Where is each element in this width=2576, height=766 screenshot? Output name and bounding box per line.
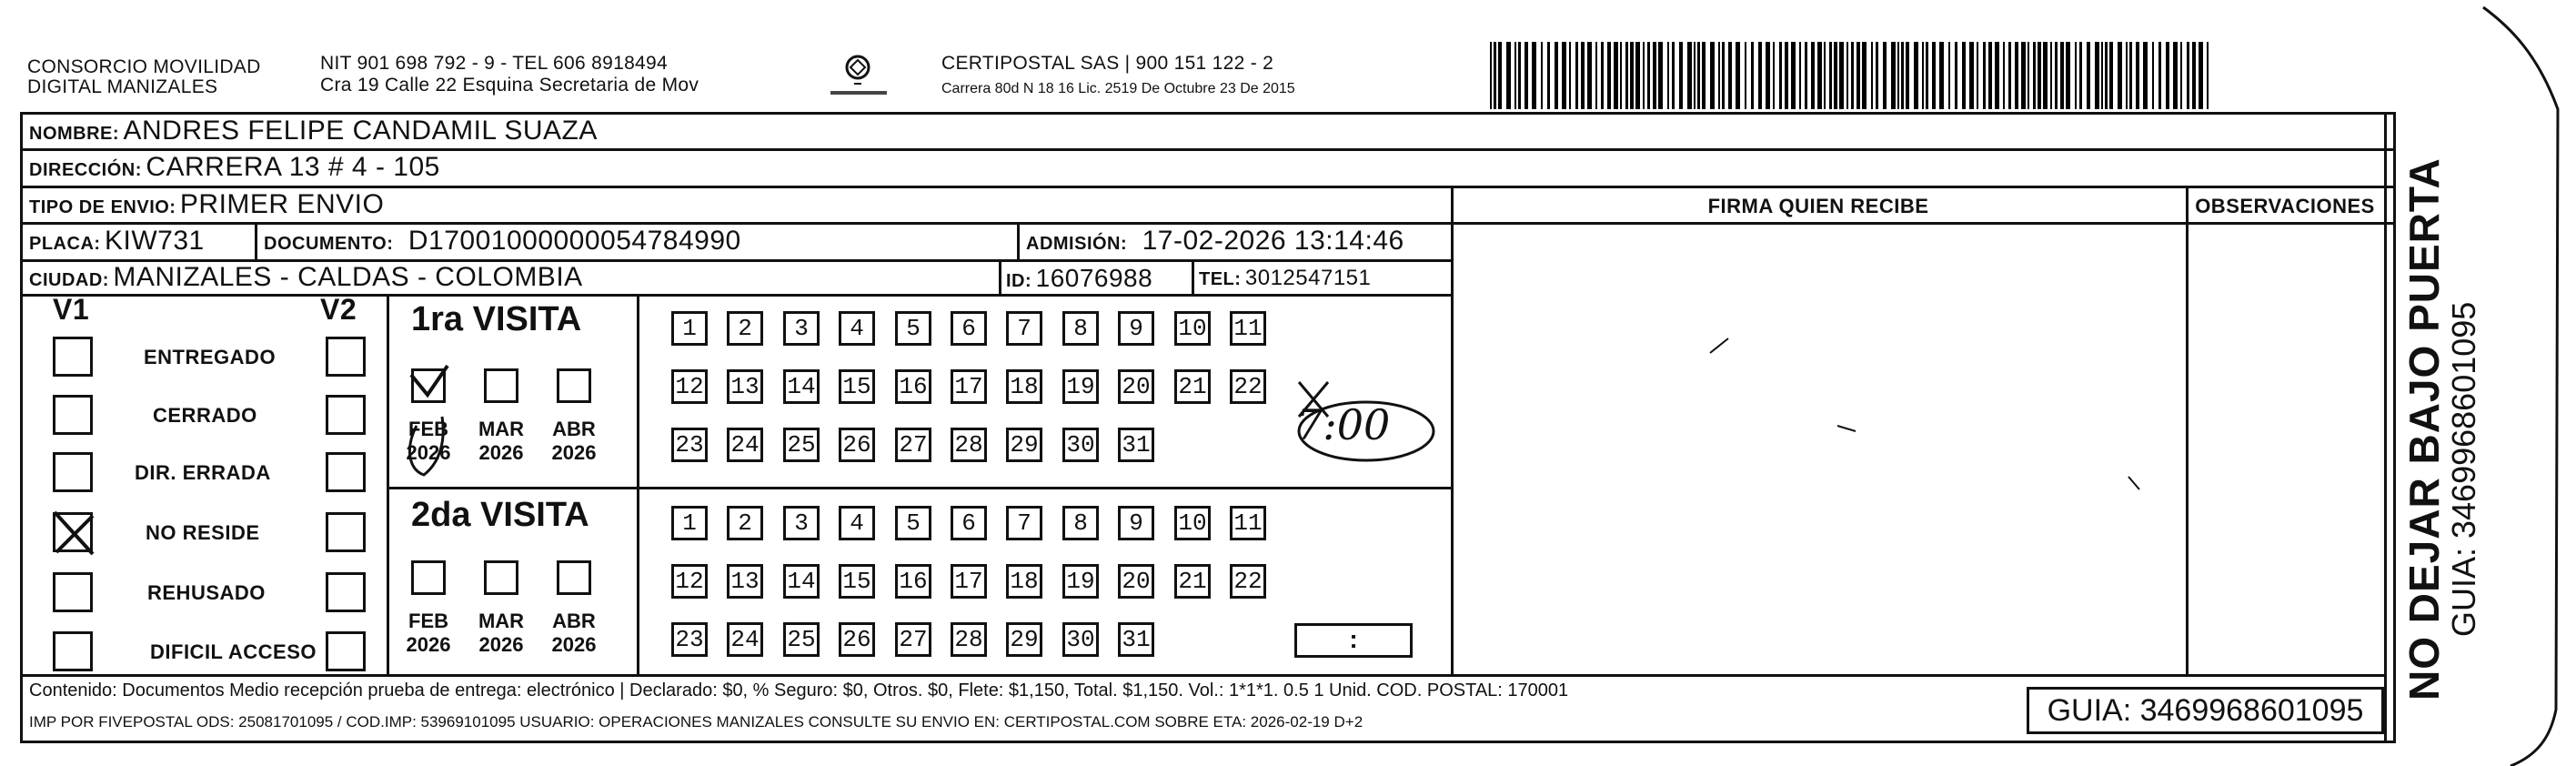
barcode-bar bbox=[1601, 42, 1604, 109]
barcode-bar bbox=[2136, 42, 2139, 109]
barcode-bar bbox=[1718, 42, 1720, 109]
side-guide: GUIA: 3469968601095 bbox=[2445, 301, 2482, 637]
barcode-bar bbox=[1955, 42, 1957, 109]
barcode-bar bbox=[2066, 42, 2070, 109]
visit1-month-name: MAR bbox=[478, 418, 525, 440]
visit2-day-box[interactable]: 13 bbox=[727, 564, 763, 599]
visit2-month-label bbox=[401, 610, 456, 657]
barcode-bar bbox=[1785, 42, 1788, 109]
barcode-bar bbox=[1728, 42, 1732, 109]
visit1-day-box[interactable]: 18 bbox=[1006, 369, 1042, 404]
visit2-day-box[interactable]: 10 bbox=[1174, 506, 1211, 540]
barcode-bar bbox=[2003, 42, 2005, 109]
visit2-month-year: 2026 bbox=[478, 633, 524, 656]
company-nit: NIT 901 698 792 - 9 - TEL 606 8918494 bbox=[320, 53, 668, 74]
barcode-bar bbox=[2008, 42, 2011, 109]
visit2-time-box[interactable]: : bbox=[1294, 623, 1413, 658]
visit1-day-box[interactable]: 20 bbox=[1118, 369, 1154, 404]
visit1-day-box[interactable]: 15 bbox=[839, 369, 875, 404]
visit2-day-box[interactable]: 2 bbox=[727, 506, 763, 540]
id-label: ID: bbox=[1006, 271, 1032, 291]
visit2-day-box[interactable]: 24 bbox=[727, 622, 763, 657]
visit1-day-box[interactable]: 23 bbox=[671, 428, 708, 462]
barcode-bar bbox=[1871, 42, 1873, 109]
barcode-bar bbox=[1514, 42, 1516, 109]
v1-checkbox[interactable] bbox=[53, 395, 93, 435]
barcode-bar bbox=[1575, 42, 1578, 109]
barcode-bar bbox=[1647, 42, 1650, 109]
barcode-bar bbox=[1883, 42, 1887, 109]
plate-value: KIW731 bbox=[105, 226, 205, 256]
address-value: CARRERA 13 # 4 - 105 bbox=[146, 152, 440, 182]
visit2-day-box[interactable]: 29 bbox=[1006, 622, 1042, 657]
barcode-bar bbox=[1607, 42, 1611, 109]
visit2-day-box[interactable]: 30 bbox=[1062, 622, 1099, 657]
visit1-month-year: 2026 bbox=[406, 441, 451, 464]
visit1-day-box[interactable]: 11 bbox=[1230, 311, 1266, 346]
visit1-day-box[interactable]: 3 bbox=[783, 311, 820, 346]
barcode-bar bbox=[2033, 42, 2036, 109]
v1-checkbox[interactable] bbox=[53, 337, 93, 377]
barcode-bar bbox=[1839, 42, 1844, 109]
visit2-month-checkbox[interactable] bbox=[411, 560, 446, 595]
barcode-bar bbox=[2038, 42, 2041, 109]
visit1-day-box[interactable]: 28 bbox=[951, 428, 987, 462]
observations-header: OBSERVACIONES bbox=[2195, 195, 2375, 217]
barcode-bar bbox=[1569, 42, 1571, 109]
address-field bbox=[29, 152, 440, 183]
barcode-bar bbox=[1906, 42, 1909, 109]
company-name-line2: DIGITAL MANIZALES bbox=[27, 76, 218, 97]
city-label: CIUDAD: bbox=[29, 270, 109, 290]
visit2-month-year: 2026 bbox=[406, 633, 451, 656]
visit2-day-box[interactable]: 23 bbox=[671, 622, 708, 657]
barcode-bar bbox=[1824, 42, 1826, 109]
barcode-bar bbox=[1643, 42, 1645, 109]
barcode-bar bbox=[1697, 42, 1700, 109]
id-value: 16076988 bbox=[1035, 264, 1153, 292]
barcode-bar bbox=[1722, 42, 1725, 109]
barcode-bar bbox=[1679, 42, 1683, 109]
v2-checkbox[interactable] bbox=[326, 572, 366, 612]
visit2-month-name: MAR bbox=[478, 610, 525, 632]
barcode-bar bbox=[1857, 42, 1860, 109]
barcode-bar bbox=[1926, 42, 1928, 109]
visit2-month-checkbox[interactable] bbox=[484, 560, 518, 595]
visit1-month-name: FEB bbox=[408, 418, 448, 440]
visit2-month-name: ABR bbox=[552, 610, 596, 632]
visit1-day-box[interactable]: 27 bbox=[895, 428, 931, 462]
visit1-day-box[interactable]: 2 bbox=[727, 311, 763, 346]
barcode-bar bbox=[2050, 42, 2052, 109]
barcode-bar bbox=[1625, 42, 1628, 109]
visit2-day-box[interactable]: 11 bbox=[1230, 506, 1266, 540]
side-warning: NO DEJAR BAJO PUERTA bbox=[2400, 157, 2448, 700]
name-value: ANDRES FELIPE CANDAMIL SUAZA bbox=[123, 116, 598, 146]
barcode-bar bbox=[1805, 42, 1807, 109]
v2-label: V2 bbox=[320, 293, 357, 326]
plate-field bbox=[29, 226, 205, 257]
visit1-day-box[interactable]: 31 bbox=[1118, 428, 1154, 462]
barcode-bar bbox=[2043, 42, 2048, 109]
courier-address: Carrera 80d N 18 16 Lic. 2519 De Octubre 23 De 2015 bbox=[941, 81, 1295, 96]
visit1-day-box[interactable]: 30 bbox=[1062, 428, 1099, 462]
barcode-bar bbox=[1834, 42, 1837, 109]
barcode-bar bbox=[1581, 42, 1585, 109]
barcode-bar bbox=[1948, 42, 1950, 109]
barcode-bar bbox=[1811, 42, 1815, 109]
visit2-month-name: FEB bbox=[408, 610, 448, 632]
barcode-bar bbox=[2055, 42, 2058, 109]
visit2-day-box[interactable]: 19 bbox=[1062, 564, 1099, 599]
barcode-bar bbox=[2158, 42, 2161, 109]
plate-label: PLACA: bbox=[29, 234, 101, 254]
shipment-type-field bbox=[29, 189, 384, 220]
visit2-day-box[interactable]: 31 bbox=[1118, 622, 1154, 657]
visit1-day-box[interactable]: 24 bbox=[727, 428, 763, 462]
visit2-title: 2da VISITA bbox=[411, 496, 589, 534]
barcode-bar bbox=[1614, 42, 1618, 109]
city-value: MANIZALES - CALDAS - COLOMBIA bbox=[113, 262, 583, 292]
shipment-type-value: PRIMER ENVIO bbox=[179, 189, 385, 219]
barcode-bar bbox=[2060, 42, 2064, 109]
barcode-bar bbox=[1595, 42, 1597, 109]
visit1-month-label bbox=[547, 418, 601, 465]
barcode-bar bbox=[2180, 42, 2182, 109]
visit1-day-box[interactable]: 6 bbox=[951, 311, 987, 346]
barcode-bar bbox=[1587, 42, 1592, 109]
barcode-bar bbox=[1745, 42, 1746, 109]
status-option-label: ENTREGADO bbox=[144, 346, 277, 368]
v2-checkbox[interactable] bbox=[326, 337, 366, 377]
status-option-label: DIFICIL ACCESO bbox=[150, 640, 317, 663]
visit1-day-box[interactable]: 29 bbox=[1006, 428, 1042, 462]
id-field bbox=[1006, 264, 1152, 293]
barcode-bar bbox=[1524, 42, 1528, 109]
barcode-bar bbox=[1983, 42, 1986, 109]
visit2-day-box[interactable]: 7 bbox=[1006, 506, 1042, 540]
barcode-bar bbox=[1766, 42, 1770, 109]
barcode-bar bbox=[1922, 42, 1924, 109]
barcode bbox=[1490, 42, 2218, 109]
status-option-label: CERRADO bbox=[153, 404, 257, 427]
visit2-day-box[interactable]: 15 bbox=[839, 564, 875, 599]
barcode-bar bbox=[1791, 42, 1796, 109]
barcode-bar bbox=[1667, 42, 1669, 109]
visit2-day-box[interactable]: 1 bbox=[671, 506, 708, 540]
visit2-day-box[interactable]: 20 bbox=[1118, 564, 1154, 599]
visit2-day-box[interactable]: 6 bbox=[951, 506, 987, 540]
barcode-bar bbox=[2187, 42, 2189, 109]
barcode-bar bbox=[1555, 42, 1558, 109]
visit2-day-box[interactable]: 16 bbox=[895, 564, 931, 599]
barcode-bar bbox=[2173, 42, 2178, 109]
visit1-day-box[interactable]: 8 bbox=[1062, 311, 1099, 346]
visit1-month-year: 2026 bbox=[478, 441, 524, 464]
visit2-day-box[interactable]: 8 bbox=[1062, 506, 1099, 540]
barcode-bar bbox=[1876, 42, 1878, 109]
barcode-bar bbox=[1658, 42, 1663, 109]
barcode-bar bbox=[1901, 42, 1904, 109]
v2-checkbox[interactable] bbox=[326, 395, 366, 435]
admission-field bbox=[1026, 226, 1404, 257]
v1-checkbox[interactable] bbox=[53, 631, 93, 671]
visit1-day-box[interactable]: 5 bbox=[895, 311, 931, 346]
barcode-bar bbox=[1687, 42, 1692, 109]
v1-checkbox[interactable] bbox=[53, 452, 93, 492]
barcode-bar bbox=[1630, 42, 1634, 109]
visit1-month-year: 2026 bbox=[551, 441, 597, 464]
visit1-day-box[interactable]: 17 bbox=[951, 369, 987, 404]
barcode-bar bbox=[1694, 42, 1696, 109]
barcode-bar bbox=[1799, 42, 1801, 109]
barcode-bar bbox=[2105, 42, 2108, 109]
v1-label: V1 bbox=[53, 293, 90, 326]
visit2-month-label bbox=[474, 610, 528, 657]
visit1-month-checkbox[interactable] bbox=[557, 368, 591, 403]
barcode-bar bbox=[1851, 42, 1854, 109]
visit2-day-box[interactable]: 21 bbox=[1174, 564, 1211, 599]
visit2-day-box[interactable]: 28 bbox=[951, 622, 987, 657]
visit2-day-box[interactable]: 5 bbox=[895, 506, 931, 540]
visit2-day-box[interactable]: 12 bbox=[671, 564, 708, 599]
barcode-bar bbox=[1710, 42, 1715, 109]
visit1-handwritten-time: 7:00 bbox=[1296, 400, 1391, 449]
name-field bbox=[29, 116, 598, 146]
barcode-bar bbox=[1635, 42, 1640, 109]
visit1-day-box[interactable]: 12 bbox=[671, 369, 708, 404]
visit1-day-box[interactable]: 1 bbox=[671, 311, 708, 346]
admission-value: 17-02-2026 13:14:46 bbox=[1142, 226, 1404, 256]
visit1-day-box[interactable]: 9 bbox=[1118, 311, 1154, 346]
barcode-bar bbox=[1490, 42, 1492, 109]
visit2-day-box[interactable]: 18 bbox=[1006, 564, 1042, 599]
visit2-day-box[interactable]: 25 bbox=[783, 622, 820, 657]
visit1-day-box[interactable]: 13 bbox=[727, 369, 763, 404]
barcode-bar bbox=[2118, 42, 2122, 109]
barcode-bar bbox=[2079, 42, 2082, 109]
v1-checkbox[interactable] bbox=[53, 572, 93, 612]
status-option-label: DIR. ERRADA bbox=[135, 461, 271, 484]
visit1-day-box[interactable]: 19 bbox=[1062, 369, 1099, 404]
visit2-month-checkbox[interactable] bbox=[557, 560, 591, 595]
barcode-bar bbox=[1562, 42, 1566, 109]
barcode-bar bbox=[2166, 42, 2169, 109]
footer-imp-line: IMP POR FIVEPOSTAL ODS: 25081701095 / COD.IMP: 53969101095 USUARIO: OPERACIONES MANIZALES CONSULTE SU ENVIO EN: CERTIPOSTAL.COM SOBRE ETA: 2026-02-19 D+2 bbox=[29, 713, 1363, 731]
barcode-bar bbox=[1932, 42, 1936, 109]
v2-checkbox[interactable] bbox=[326, 512, 366, 552]
barcode-bar bbox=[1672, 42, 1675, 109]
signature-marks-icon bbox=[1455, 226, 2383, 671]
barcode-bar bbox=[1736, 42, 1740, 109]
visit1-month-name: ABR bbox=[552, 418, 596, 440]
document-field bbox=[264, 226, 741, 257]
barcode-icon bbox=[1490, 42, 2218, 109]
visit1-check-mark-icon bbox=[400, 362, 473, 480]
visit2-day-box[interactable]: 26 bbox=[839, 622, 875, 657]
visit1-day-box[interactable]: 21 bbox=[1174, 369, 1211, 404]
document-label: DOCUMENTO: bbox=[264, 234, 394, 254]
barcode-bar bbox=[1995, 42, 1999, 109]
visit2-day-box[interactable]: 14 bbox=[783, 564, 820, 599]
visit2-day-box[interactable]: 4 bbox=[839, 506, 875, 540]
barcode-bar bbox=[2207, 42, 2209, 109]
barcode-bar bbox=[1817, 42, 1822, 109]
address-label: DIRECCIÓN: bbox=[29, 160, 142, 180]
courier-name: CERTIPOSTAL SAS | 900 151 122 - 2 bbox=[941, 53, 1274, 74]
barcode-bar bbox=[1897, 42, 1899, 109]
barcode-bar bbox=[1939, 42, 1944, 109]
visit2-month-label bbox=[547, 610, 601, 657]
status-option-label: REHUSADO bbox=[147, 581, 266, 604]
certipostal-logo-icon bbox=[823, 51, 896, 104]
visit1-time-scribble-icon bbox=[1292, 373, 1442, 482]
visit1-day-box[interactable]: 14 bbox=[783, 369, 820, 404]
visit1-title: 1ra VISITA bbox=[411, 300, 582, 338]
barcode-bar bbox=[1498, 42, 1502, 109]
visit1-day-box[interactable]: 10 bbox=[1174, 311, 1211, 346]
shipment-type-label: TIPO DE ENVIO: bbox=[29, 197, 176, 217]
barcode-bar bbox=[1653, 42, 1656, 109]
company-name-line1: CONSORCIO MOVILIDAD bbox=[27, 56, 261, 77]
visit1-day-box[interactable]: 16 bbox=[895, 369, 931, 404]
v2-checkbox[interactable] bbox=[326, 452, 366, 492]
visit1-day-box[interactable]: 4 bbox=[839, 311, 875, 346]
barcode-bar bbox=[1541, 42, 1543, 109]
company-address: Cra 19 Calle 22 Esquina Secretaria de Mov bbox=[320, 75, 699, 96]
barcode-bar bbox=[1988, 42, 1992, 109]
visit2-day-box[interactable]: 3 bbox=[783, 506, 820, 540]
barcode-bar bbox=[1751, 42, 1754, 109]
barcode-bar bbox=[2021, 42, 2026, 109]
barcode-bar bbox=[1494, 42, 1496, 109]
visit1-month-checkbox[interactable] bbox=[484, 368, 518, 403]
barcode-bar bbox=[1532, 42, 1536, 109]
city-field bbox=[29, 262, 583, 293]
barcode-bar bbox=[2126, 42, 2128, 109]
barcode-bar bbox=[1547, 42, 1550, 109]
visit2-day-box[interactable]: 27 bbox=[895, 622, 931, 657]
tel-value: 3012547151 bbox=[1244, 266, 1372, 290]
visit2-day-box[interactable]: 22 bbox=[1230, 564, 1266, 599]
barcode-bar bbox=[2028, 42, 2029, 109]
barcode-bar bbox=[2087, 42, 2090, 109]
signature-header: FIRMA QUIEN RECIBE bbox=[1707, 195, 1929, 217]
barcode-bar bbox=[1758, 42, 1762, 109]
document-value: D17001000000054784990 bbox=[408, 226, 741, 256]
barcode-bar bbox=[1977, 42, 1978, 109]
admission-label: ADMISIÓN: bbox=[1026, 234, 1128, 254]
barcode-bar bbox=[2015, 42, 2018, 109]
barcode-bar bbox=[2129, 42, 2132, 109]
barcode-bar bbox=[1773, 42, 1775, 109]
visit1-month-label bbox=[474, 418, 528, 465]
footer-guide-box: GUIA: 3469968601095 bbox=[2027, 687, 2384, 734]
barcode-bar bbox=[1829, 42, 1832, 109]
torn-edge-icon bbox=[2456, 0, 2576, 766]
name-label: NOMBRE: bbox=[29, 124, 120, 144]
visit2-day-box[interactable]: 17 bbox=[951, 564, 987, 599]
tel-field bbox=[1199, 266, 1371, 291]
barcode-bar bbox=[1702, 42, 1706, 109]
barcode-bar bbox=[2095, 42, 2099, 109]
footer-content-line: Contenido: Documentos Medio recepción prueba de entrega: electrónico | Declarado: $0, % Seguro: $0, Otros. $0, Flete: $1,150, Total. $1,150. Vol.: 1*1*1. 0.5 1 Unid. COD. POSTAL: 170001 bbox=[29, 680, 1569, 700]
barcode-bar bbox=[1891, 42, 1896, 109]
barcode-bar bbox=[2199, 42, 2203, 109]
barcode-bar bbox=[2152, 42, 2154, 109]
barcode-bar bbox=[2075, 42, 2077, 109]
tel-label: TEL: bbox=[1199, 269, 1242, 289]
visit1-day-box[interactable]: 7 bbox=[1006, 311, 1042, 346]
barcode-bar bbox=[1969, 42, 1974, 109]
barcode-bar bbox=[1962, 42, 1966, 109]
visit1-day-box[interactable]: 25 bbox=[783, 428, 820, 462]
barcode-bar bbox=[2192, 42, 2196, 109]
barcode-bar bbox=[1620, 42, 1622, 109]
barcode-bar bbox=[1779, 42, 1782, 109]
barcode-bar bbox=[1518, 42, 1521, 109]
barcode-bar bbox=[2143, 42, 2148, 109]
barcode-bar bbox=[1862, 42, 1867, 109]
barcode-bar bbox=[1506, 42, 1511, 109]
v1-check-x-icon bbox=[49, 507, 98, 564]
visit1-day-box[interactable]: 22 bbox=[1230, 369, 1266, 404]
barcode-bar bbox=[1846, 42, 1848, 109]
status-option-label: NO RESIDE bbox=[146, 521, 260, 544]
barcode-bar bbox=[2109, 42, 2113, 109]
barcode-bar bbox=[1914, 42, 1918, 109]
visit2-month-year: 2026 bbox=[551, 633, 597, 656]
v2-checkbox[interactable] bbox=[326, 631, 366, 671]
visit2-day-box[interactable]: 9 bbox=[1118, 506, 1154, 540]
barcode-bar bbox=[2101, 42, 2103, 109]
visit1-day-box[interactable]: 26 bbox=[839, 428, 875, 462]
